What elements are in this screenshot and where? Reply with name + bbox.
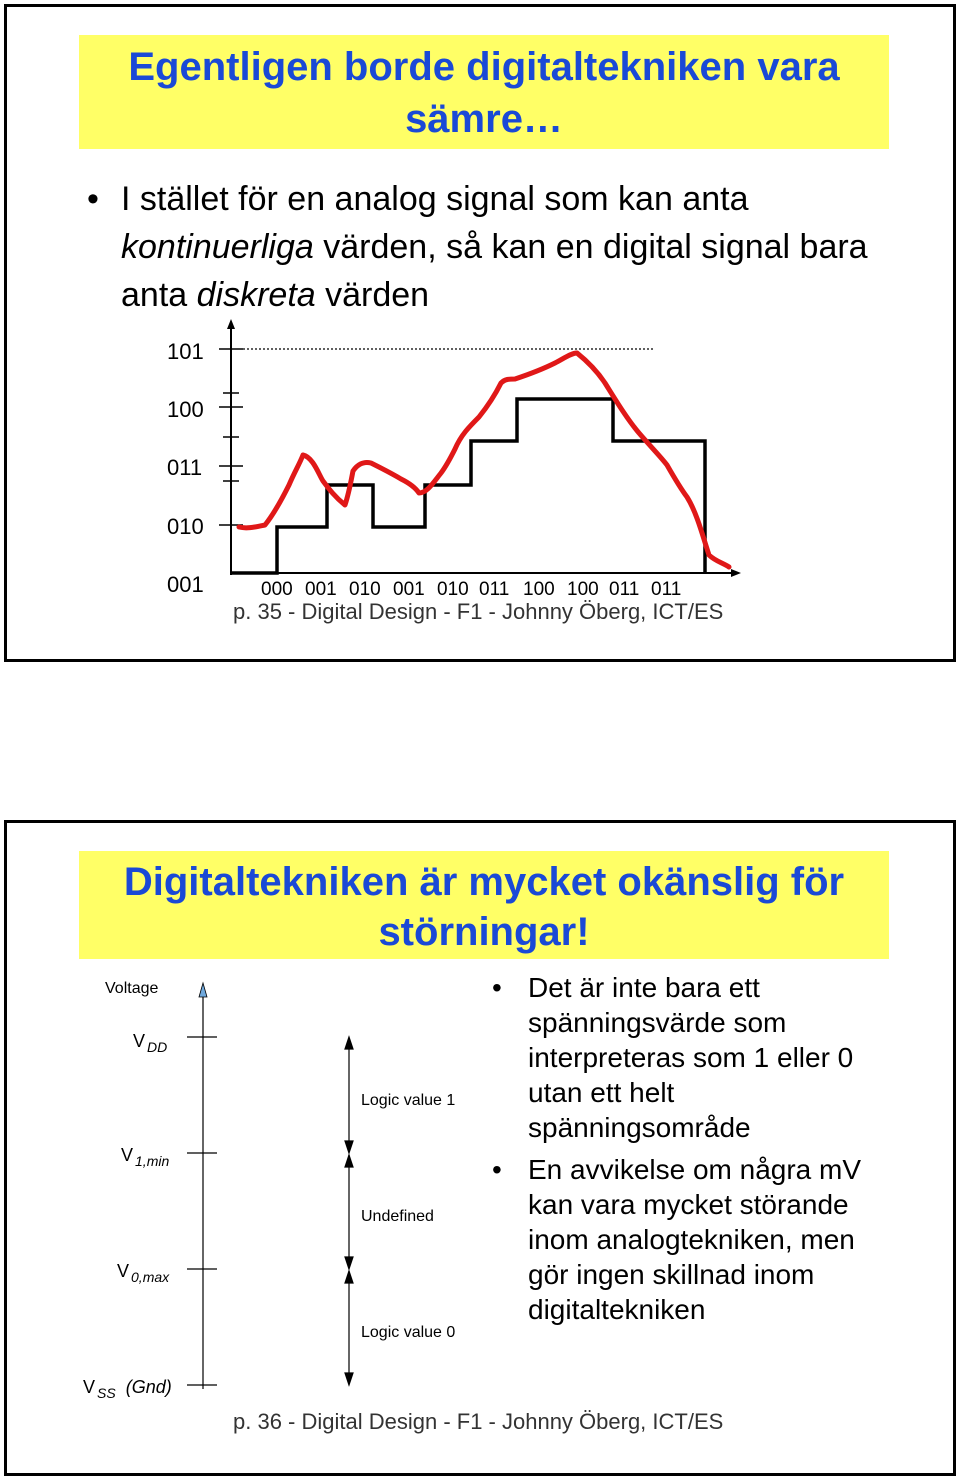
arrow-head [345, 1141, 353, 1153]
v0max-v: V [117, 1261, 130, 1281]
x-label: 000 [261, 579, 293, 600]
bullet-text-italic: diskreta [196, 276, 316, 314]
slide-35 [4, 4, 956, 662]
slide-footer: p. 35 - Digital Design - F1 - Johnny Öberg, ICT/ES [233, 599, 724, 624]
bullet-text-part: värden [315, 276, 430, 314]
vdd-label [133, 1031, 167, 1055]
v1min-label [121, 1145, 169, 1169]
logic-0-label: Logic value 0 [361, 1324, 456, 1341]
arrow-head [345, 1373, 353, 1385]
bullet-text-part: I stället för en analog signal som kan anta [121, 180, 749, 218]
y-axis-arrow [227, 319, 235, 329]
y-label-100: 100 [167, 397, 204, 422]
v1min-sub: 1,min [135, 1153, 170, 1169]
slide-title: Digitaltekniken är mycket okänslig för störningar! [79, 851, 889, 959]
x-label: 011 [479, 579, 510, 600]
vss-label [83, 1377, 172, 1401]
bullet-small-deviation [492, 1152, 902, 1327]
y-label-011: 011 [167, 455, 203, 480]
vss-v: V [83, 1377, 96, 1397]
logic-1-label: Logic value 1 [361, 1092, 456, 1109]
arrow-head [345, 1155, 353, 1167]
vdd-sub: DD [147, 1039, 168, 1055]
bullet-text-part: värden, så kan en digital signal bara anta [121, 228, 868, 314]
bullet-icon: • [492, 972, 502, 1003]
bullet-icon: • [492, 1154, 502, 1185]
vss-sub: SS [97, 1385, 116, 1401]
slide-title: Egentligen borde digitaltekniken vara sämre… [79, 35, 889, 149]
voltage-levels-diagram [7, 823, 487, 1413]
bullet-text: Det är inte bara ett spänningsvärde som interpreteras som 1 eller 0 utan ett helt spänningsområde [528, 972, 854, 1143]
voltage-axis-label: Voltage [105, 980, 159, 997]
vss-gnd: (Gnd) [125, 1377, 172, 1397]
x-label: 010 [349, 579, 381, 600]
slide-footer: p. 36 - Digital Design - F1 - Johnny Öberg, ICT/ES [233, 1409, 724, 1434]
bullet-voltage-range [492, 970, 902, 1145]
x-label: 011 [651, 579, 682, 600]
x-label: 001 [393, 579, 425, 600]
bullet-text: En avvikelse om några mV kan vara mycket störande inom analogtekniken, men gör ingen skillnad inom digitaltekniken [528, 1154, 862, 1325]
y-label-101: 101 [167, 339, 204, 364]
arrow-head [345, 1037, 353, 1049]
y-label-010: 010 [167, 514, 204, 539]
x-label: 011 [609, 579, 640, 600]
bullet-text-italic: kontinuerliga [121, 228, 314, 266]
vdd-v: V [133, 1031, 146, 1051]
x-label: 001 [305, 579, 337, 600]
x-label: 010 [437, 579, 469, 600]
x-label: 100 [523, 579, 555, 600]
bullet-icon: • [87, 180, 99, 218]
v1min-v: V [121, 1145, 134, 1165]
quantization-chart [7, 7, 959, 665]
v0max-sub: 0,max [131, 1269, 170, 1285]
x-axis-arrow [731, 569, 741, 577]
analog-signal [239, 353, 729, 567]
voltage-axis-arrow [199, 983, 207, 997]
arrow-head [345, 1257, 353, 1269]
x-label: 100 [567, 579, 599, 600]
v0max-label [117, 1261, 170, 1285]
undefined-label: Undefined [361, 1208, 434, 1225]
slide-36 [4, 820, 956, 1476]
y-label-001: 001 [167, 572, 204, 597]
arrow-head [345, 1271, 353, 1283]
